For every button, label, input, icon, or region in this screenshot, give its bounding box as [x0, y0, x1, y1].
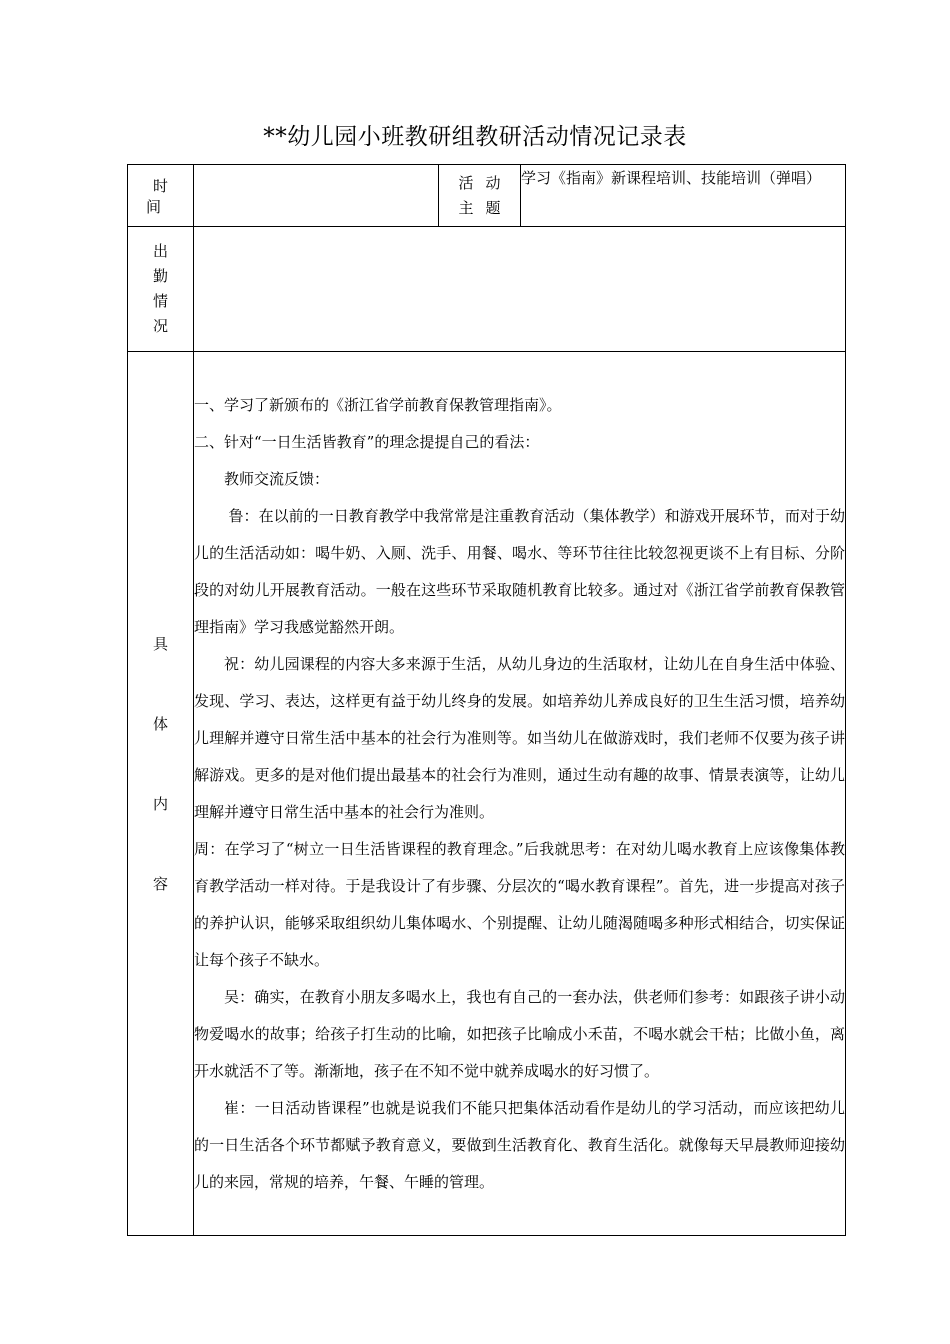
time-value-cell — [194, 165, 439, 227]
content-paragraph: 崔：一日活动皆课程”也就是说我们不能只把集体活动看作是幼儿的学习活动，而应该把幼儿的一日生活各个环节都赋予教育意义，要做到生活教育化、教育生活化。就像每天早晨教师迎接幼儿的来园，常规的培养，午餐、午睡的管理。 — [194, 1098, 845, 1191]
attendance-label-char: 出 — [152, 242, 168, 260]
page-title: **幼儿园小班教研组教研活动情况记录表 — [263, 124, 687, 150]
topic-label-line1: 活动 — [458, 173, 513, 192]
record-table — [127, 164, 846, 1236]
content-paragraph: 祝：幼儿园课程的内容大多来源于生活，从幼儿身边的生活取材，让幼儿在自身生活中体验、发现、学习、表达，这样更有益于幼儿终身的发展。如培养幼儿养成良好的卫生生活习惯，培养幼儿理解并遵守日常生活中基本的社会行为准则等。如当幼儿在做游戏时，我们老师不仅要为孩子讲解游戏。更多的是对他们提出最基本的社会行为准则，通过生动有趣的故事、情景表演等，让幼儿理解并遵守日常生活中基本的社会行为准则。 — [194, 654, 845, 821]
content-label-cell — [128, 352, 194, 1236]
content-label-char: 体 — [152, 714, 168, 733]
attendance-row — [128, 227, 846, 352]
content-label-char: 容 — [152, 874, 168, 893]
content-paragraph: 二、针对“一日生活皆教育”的理念提提自己的看法： — [194, 432, 540, 451]
topic-label-cell — [439, 165, 521, 227]
attendance-label-char: 况 — [152, 317, 168, 335]
content-paragraph: 鲁：在以前的一日教育教学中我常常是注重教育活动（集体教学）和游戏开展环节，而对于幼儿的生活活动如：喝牛奶、入厕、洗手、用餐、喝水、等环节往往比较忽视更谈不上有目标、分阶段的对幼儿开展教育活动。一般在这些环节采取随机教育比较多。通过对《浙江省学前教育保教管理指南》学习我感觉豁然开朗。 — [194, 506, 845, 636]
attendance-value — [194, 227, 846, 352]
topic-value: 学习《指南》新课程培训、技能培训（弹唱） — [521, 165, 846, 227]
attendance-label-char: 勤 — [152, 267, 168, 285]
header-row — [128, 165, 846, 227]
content-label-char: 内 — [152, 794, 168, 813]
time-label-cell — [128, 165, 194, 227]
content-label-char: 具 — [152, 634, 168, 653]
attendance-label-char: 情 — [152, 292, 168, 310]
content-paragraph: 吴：确实，在教育小朋友多喝水上，我也有自己的一套办法，供老师们参考：如跟孩子讲小动物爱喝水的故事；给孩子打生动的比喻，如把孩子比喻成小禾苗，不喝水就会干枯；比做小鱼，离开水就活不了等。渐渐地，孩子在不知不觉中就养成喝水的好习惯了。 — [194, 987, 845, 1080]
topic-label-line2: 主题 — [458, 198, 513, 217]
time-label: 时间 — [145, 176, 182, 216]
content-row — [128, 352, 846, 1236]
attendance-label-cell — [128, 227, 194, 352]
content-body — [194, 352, 846, 1236]
content-paragraph: 教师交流反馈： — [224, 469, 330, 488]
content-paragraph: 一、学习了新颁布的《浙江省学前教育保教管理指南》。 — [194, 395, 562, 414]
content-paragraph: 周：在学习了“树立一日生活皆课程的教育理念。”后我就思考：在对幼儿喝水教育上应该像集体教育教学活动一样对待。于是我设计了有步骤、分层次的“喝水教育课程”。首先，进一步提高对孩子的养护认识，能够采取组织幼儿集体喝水、个别提醒、让幼儿随渴随喝多种形式相结合，切实保证让每个孩子不缺水。 — [194, 839, 845, 969]
